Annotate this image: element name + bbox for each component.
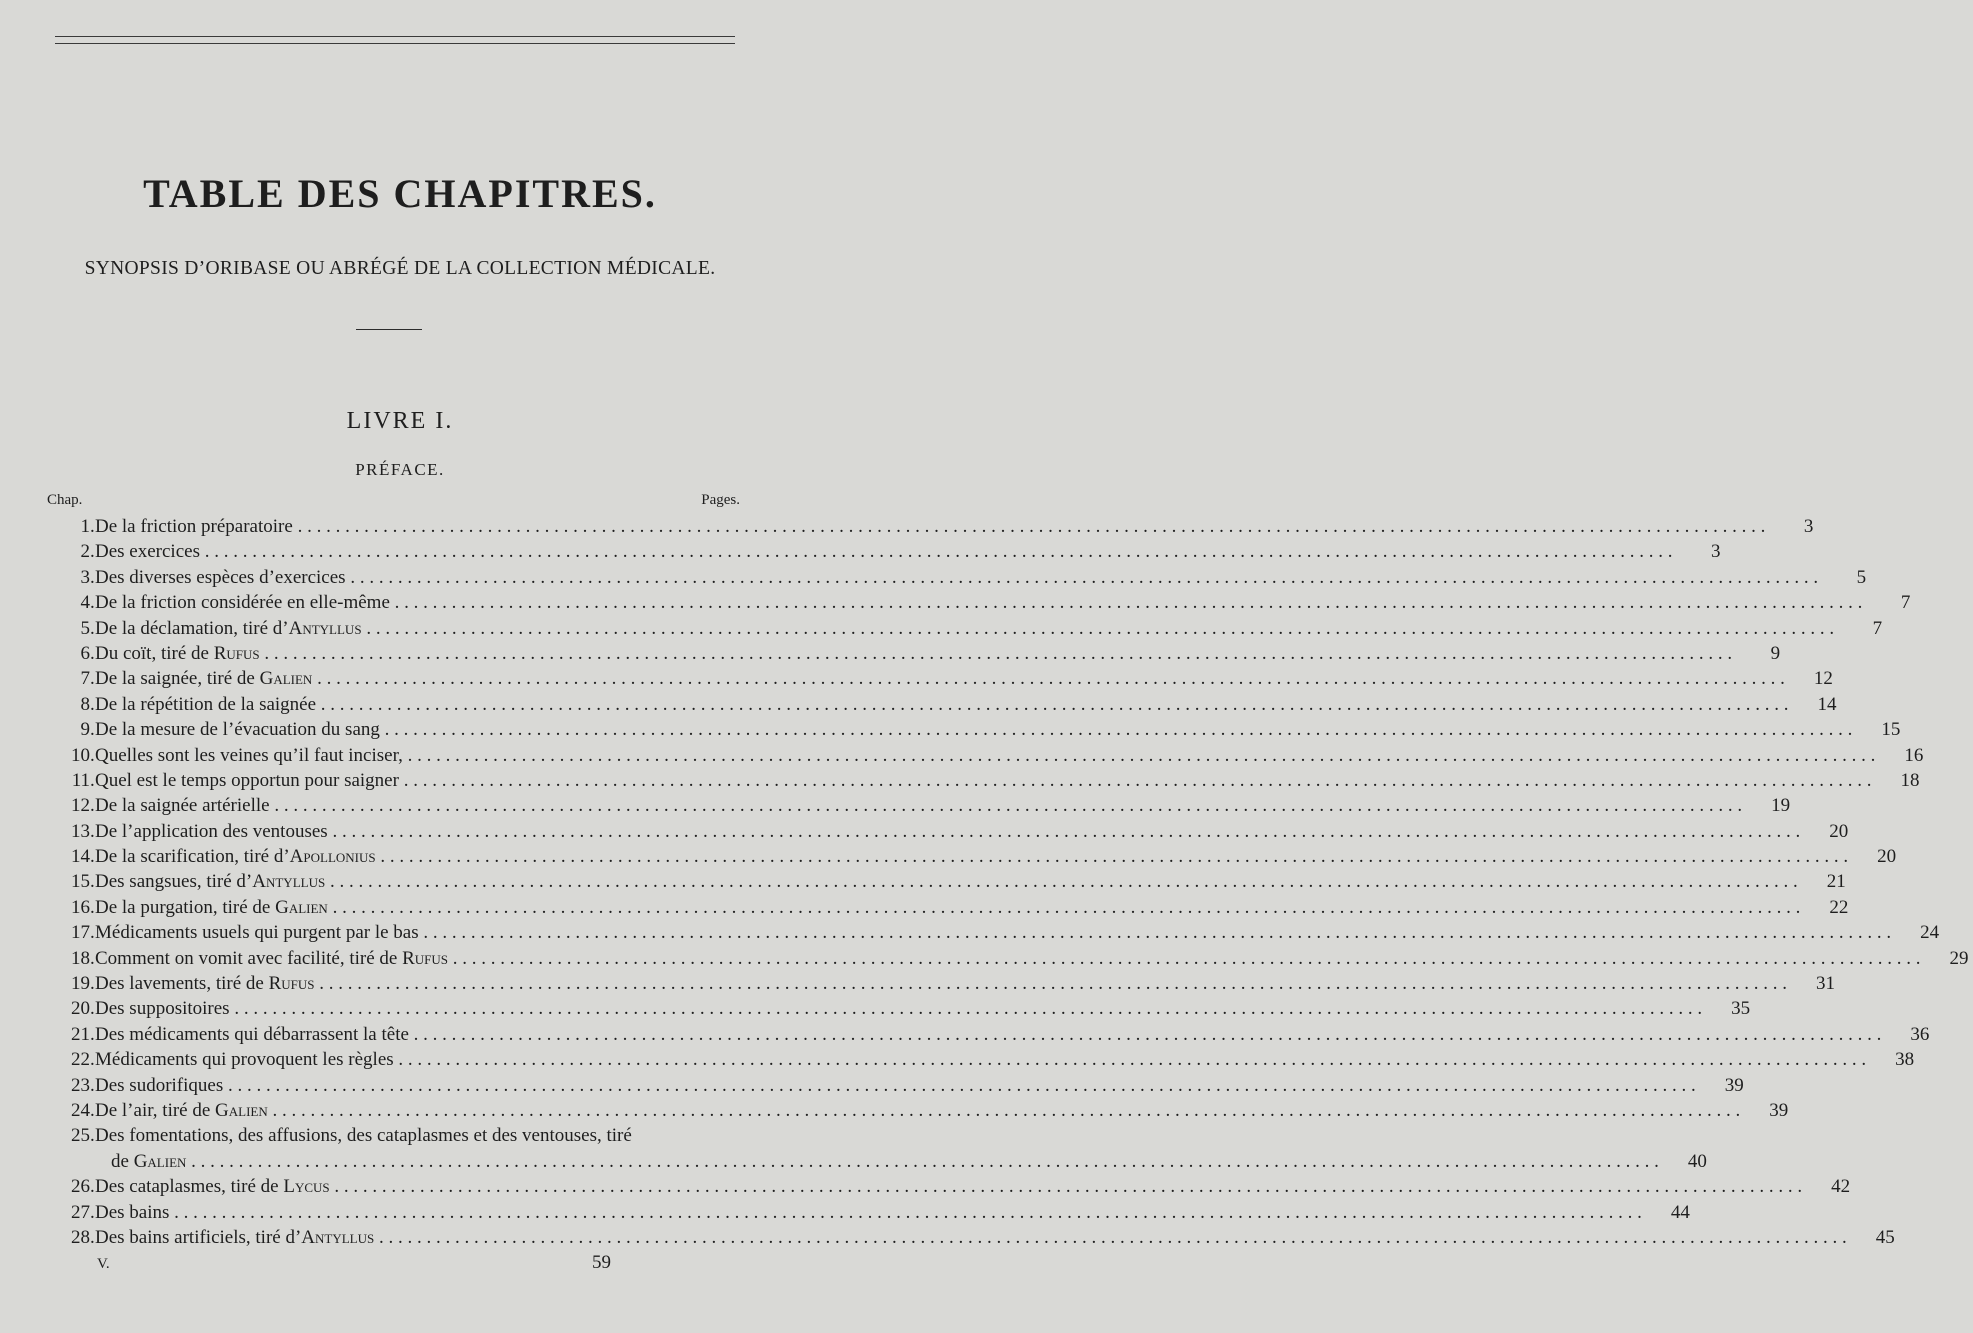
chapter-title [95, 819, 1800, 844]
chapter-number-period: . [90, 1201, 95, 1223]
toc-entry [40, 1225, 1895, 1250]
chapter-author: Apollonius [289, 846, 376, 868]
chapter-author: Antyllus [252, 871, 326, 893]
chapter-title-text: De la saignée, tiré de [95, 668, 260, 690]
toc-entry [40, 616, 1883, 641]
chapter-number: 26 [71, 1176, 90, 1198]
chapter-title [95, 590, 1862, 615]
chapter-title-text: De l’air, tiré de [95, 1099, 216, 1121]
page-subtitle: SYNOPSIS D’ORIBASE OU ABRÉGÉ DE LA COLLECTION MÉDICALE. [84, 258, 716, 279]
chapter-title [95, 641, 1732, 666]
chapter-number: 3 [80, 566, 90, 588]
toc-entry [40, 641, 1781, 666]
chapter-number-period: . [90, 617, 95, 639]
toc-entry [40, 920, 1940, 945]
toc-entry [40, 1123, 1707, 1174]
toc-entry [40, 895, 1849, 920]
book-heading: LIVRE I. [346, 408, 454, 434]
chapter-number-period: . [90, 541, 95, 563]
chapter-page: 5 [1856, 566, 1867, 588]
chapter-number: 9 [80, 719, 90, 741]
toc-entry [40, 514, 1814, 539]
page-title: TABLE DES CHAPITRES. [143, 171, 657, 216]
chapter-number: 13 [71, 820, 90, 842]
chapter-title-text: De la scarification, tiré d’ [95, 846, 290, 868]
chapter-title [95, 565, 1818, 590]
table-of-contents [40, 514, 1969, 1250]
chapter-page: 31 [1816, 973, 1836, 995]
chapter-title-text: De la saignée artérielle [95, 795, 270, 817]
chapter-number: 10 [71, 744, 90, 766]
chapter-number-period: . [90, 947, 95, 969]
chapter-title [95, 1174, 1802, 1199]
chapter-number: 17 [71, 922, 90, 944]
chapter-title [95, 996, 1702, 1021]
chapter-page: 39 [1724, 1074, 1744, 1096]
chapter-number-period: . [90, 642, 95, 664]
chapter-page: 12 [1813, 668, 1833, 690]
chapter-title [95, 895, 1800, 920]
chapter-title [95, 666, 1785, 691]
chapter-title-text: Des suppositoires [95, 998, 230, 1020]
chapter-number-period: . [90, 1176, 95, 1198]
chapter-page: 21 [1826, 871, 1846, 893]
chapter-number-period: . [90, 566, 95, 588]
toc-entry [40, 869, 1846, 894]
chapter-page: 3 [1710, 541, 1721, 563]
chapter-number: 20 [71, 998, 90, 1020]
toc-entry [40, 946, 1969, 971]
chapter-number: 6 [80, 642, 90, 664]
chapter-title-text: De la répétition de la saignée [95, 693, 317, 715]
toc-entry [40, 692, 1837, 717]
chapter-title [95, 1022, 1881, 1047]
chapter-number-period: . [90, 693, 95, 715]
chapter-page: 20 [1877, 846, 1897, 868]
signature-mark: V. [97, 1256, 110, 1272]
chapter-author: Lycus [283, 1176, 330, 1198]
chapter-title [95, 539, 1672, 564]
chapter-number-period: . [90, 719, 95, 741]
chapter-title-text: Médicaments usuels qui purgent par le bas [95, 922, 419, 944]
chapter-number: 23 [71, 1074, 90, 1096]
chapter-title-text: Des sudorifiques [95, 1074, 224, 1096]
toc-entry [40, 768, 1920, 793]
chapter-title-text: Quelles sont les veines qu’il faut inciser, [95, 744, 403, 766]
chapter-number-period: . [90, 973, 95, 995]
chapter-number: 1 [80, 516, 90, 537]
chapter-title [95, 844, 1848, 869]
chapter-title-text: Médicaments qui provoquent les règles [95, 1049, 394, 1071]
chapter-number: 18 [71, 947, 90, 969]
chapter-number-period: . [90, 998, 95, 1020]
chapter-title-text: Du coït, tiré de [95, 642, 214, 664]
chapter-number-period: . [90, 744, 95, 766]
chapter-page: 36 [1910, 1023, 1930, 1045]
chapter-number-period: . [90, 1074, 95, 1096]
chapter-number: 11 [71, 769, 90, 791]
chapter-number: 12 [71, 795, 90, 817]
toc-entry [40, 819, 1849, 844]
chapter-page: 22 [1829, 896, 1849, 918]
pages-column-label: Pages. [701, 492, 740, 508]
separator-rule [356, 329, 422, 330]
page-number: 59 [592, 1252, 611, 1273]
chapter-number: 5 [80, 617, 90, 639]
chapter-author: Galien [275, 896, 328, 918]
top-double-rule [55, 36, 735, 44]
chapter-author: Rufus [402, 947, 448, 969]
chapter-number: 14 [71, 846, 90, 868]
chapter-title-text: Comment on vomit avec facilité, tiré de [95, 947, 403, 969]
chapter-title [95, 1047, 1866, 1072]
chapter-page: 16 [1904, 744, 1924, 766]
chapter-title [95, 1098, 1740, 1123]
chapter-page: 44 [1670, 1201, 1690, 1223]
toc-entry [40, 717, 1901, 742]
toc-entry [40, 844, 1897, 869]
toc-entry [40, 1047, 1915, 1072]
chapter-number-period: . [90, 922, 95, 944]
chapter-author: Rufus [268, 973, 315, 995]
chapter-page: 7 [1872, 617, 1883, 639]
chapter-number: 27 [71, 1201, 90, 1223]
chapter-number-period: . [90, 592, 95, 614]
chapter-page: 3 [1803, 516, 1814, 537]
chapter-title [95, 692, 1789, 717]
chapter-title [95, 920, 1891, 945]
chapter-title-text: De la friction préparatoire [95, 516, 293, 537]
chapter-number-period: . [90, 1125, 95, 1147]
toc-entry [40, 539, 1721, 564]
chapter-title [95, 1200, 1642, 1225]
chapter-number-period: . [90, 1099, 95, 1121]
chapter-number: 21 [71, 1023, 90, 1045]
chapter-number-period: . [90, 820, 95, 842]
chapter-title [95, 1225, 1847, 1250]
toc-entry [40, 590, 1911, 615]
chapter-title-text: Des lavements, tiré de [95, 973, 269, 995]
chapter-number: 22 [71, 1049, 90, 1071]
chapter-title-text: De la mesure de l’évacuation du sang [95, 719, 380, 741]
chapter-title-text: Des sangsues, tiré d’ [95, 871, 253, 893]
chapter-author: Rufus [213, 642, 260, 664]
toc-entry [40, 565, 1867, 590]
toc-entry [40, 793, 1791, 818]
chapter-author: Antyllus [301, 1226, 375, 1248]
chapter-number: 8 [80, 693, 90, 715]
toc-entry [40, 1200, 1690, 1225]
chapter-title-text: De la purgation, tiré de [95, 896, 276, 918]
chapter-title-text: Des diverses espèces d’exercices [95, 566, 346, 588]
chapter-title-text: Des bains artificiels, tiré d’ [95, 1226, 302, 1248]
chapter-title-line: Des fomentations, des affusions, des cataplasmes et des ventouses, tiré [95, 1125, 632, 1147]
chapter-number: 2 [80, 541, 90, 563]
chapter-page: 15 [1881, 719, 1901, 741]
chapter-number-period: . [90, 769, 95, 791]
toc-entry [40, 743, 1924, 768]
chapter-page: 18 [1900, 769, 1920, 791]
chapter-title [95, 1073, 1696, 1098]
chapter-page: 38 [1895, 1049, 1915, 1071]
chapter-title-continuation [111, 1149, 1659, 1174]
chapter-number: 28 [71, 1226, 90, 1248]
section-heading: PRÉFACE. [355, 460, 445, 479]
chapter-author: Galien [133, 1150, 187, 1172]
chapter-page: 45 [1875, 1226, 1895, 1248]
chapter-title [95, 616, 1834, 641]
chapter-number-period: . [90, 516, 95, 537]
toc-entry [40, 666, 1833, 691]
chapter-title-line [95, 1149, 1711, 1174]
chapter-title-text: Des exercices [95, 541, 200, 563]
chapter-number-period: . [90, 795, 95, 817]
chapter-page: 29 [1949, 947, 1969, 969]
chapter-number: 19 [71, 973, 90, 995]
chapter-number-period: . [90, 1023, 95, 1045]
chapter-author: Antyllus [288, 617, 362, 639]
chapter-page: 14 [1817, 693, 1837, 715]
chapter-title-text: De la friction considérée en elle-même [95, 592, 390, 614]
chapter-title-text: Des bains [95, 1201, 170, 1223]
chapter-page: 24 [1920, 922, 1940, 944]
chapter-title-text: Des cataplasmes, tiré de [95, 1176, 284, 1198]
chapter-page: 40 [1687, 1150, 1707, 1172]
toc-entry [40, 1098, 1789, 1123]
chapter-title [95, 743, 1875, 768]
chapter-number: 4 [80, 592, 90, 614]
chapter-title [95, 869, 1798, 894]
toc-entry [40, 996, 1751, 1021]
chapter-title [95, 946, 1921, 971]
chapter-column-label: Chap. [47, 492, 83, 508]
chapter-number-period: . [90, 668, 95, 690]
chapter-page: 42 [1831, 1176, 1851, 1198]
chapter-page: 39 [1769, 1099, 1789, 1121]
toc-entry [40, 1022, 1930, 1047]
chapter-title-text: De la déclamation, tiré d’ [95, 617, 289, 639]
chapter-title [95, 1123, 1711, 1174]
chapter-number: 7 [80, 668, 90, 690]
chapter-page: 7 [1900, 592, 1911, 614]
chapter-number-period: . [90, 1049, 95, 1071]
chapter-title-text: De l’application des ventouses [95, 820, 328, 842]
chapter-title-text: Des médicaments qui débarrassent la tête [95, 1023, 409, 1045]
toc-entry [40, 1073, 1744, 1098]
chapter-number-period: . [90, 896, 95, 918]
chapter-number: 24 [71, 1099, 90, 1121]
chapter-number: 25 [71, 1125, 90, 1147]
chapter-title [95, 971, 1787, 996]
toc-entry [40, 971, 1836, 996]
chapter-number: 15 [71, 871, 90, 893]
chapter-title-text: Quel est le temps opportun pour saigner [95, 769, 399, 791]
chapter-number-period: . [90, 1226, 95, 1248]
chapter-number-period: . [90, 871, 95, 893]
chapter-number-period: . [90, 846, 95, 868]
chapter-page: 19 [1771, 795, 1791, 817]
chapter-author: Galien [259, 668, 313, 690]
chapter-author: Galien [215, 1099, 268, 1121]
chapter-title [95, 768, 1871, 793]
chapter-title-text: de [111, 1150, 134, 1172]
chapter-number: 16 [71, 896, 90, 918]
toc-entry [40, 1174, 1851, 1199]
chapter-page: 9 [1770, 642, 1781, 664]
chapter-page: 35 [1731, 998, 1751, 1020]
chapter-title [95, 717, 1852, 742]
chapter-title [95, 514, 1765, 539]
chapter-title [95, 793, 1742, 818]
chapter-page: 20 [1829, 820, 1849, 842]
